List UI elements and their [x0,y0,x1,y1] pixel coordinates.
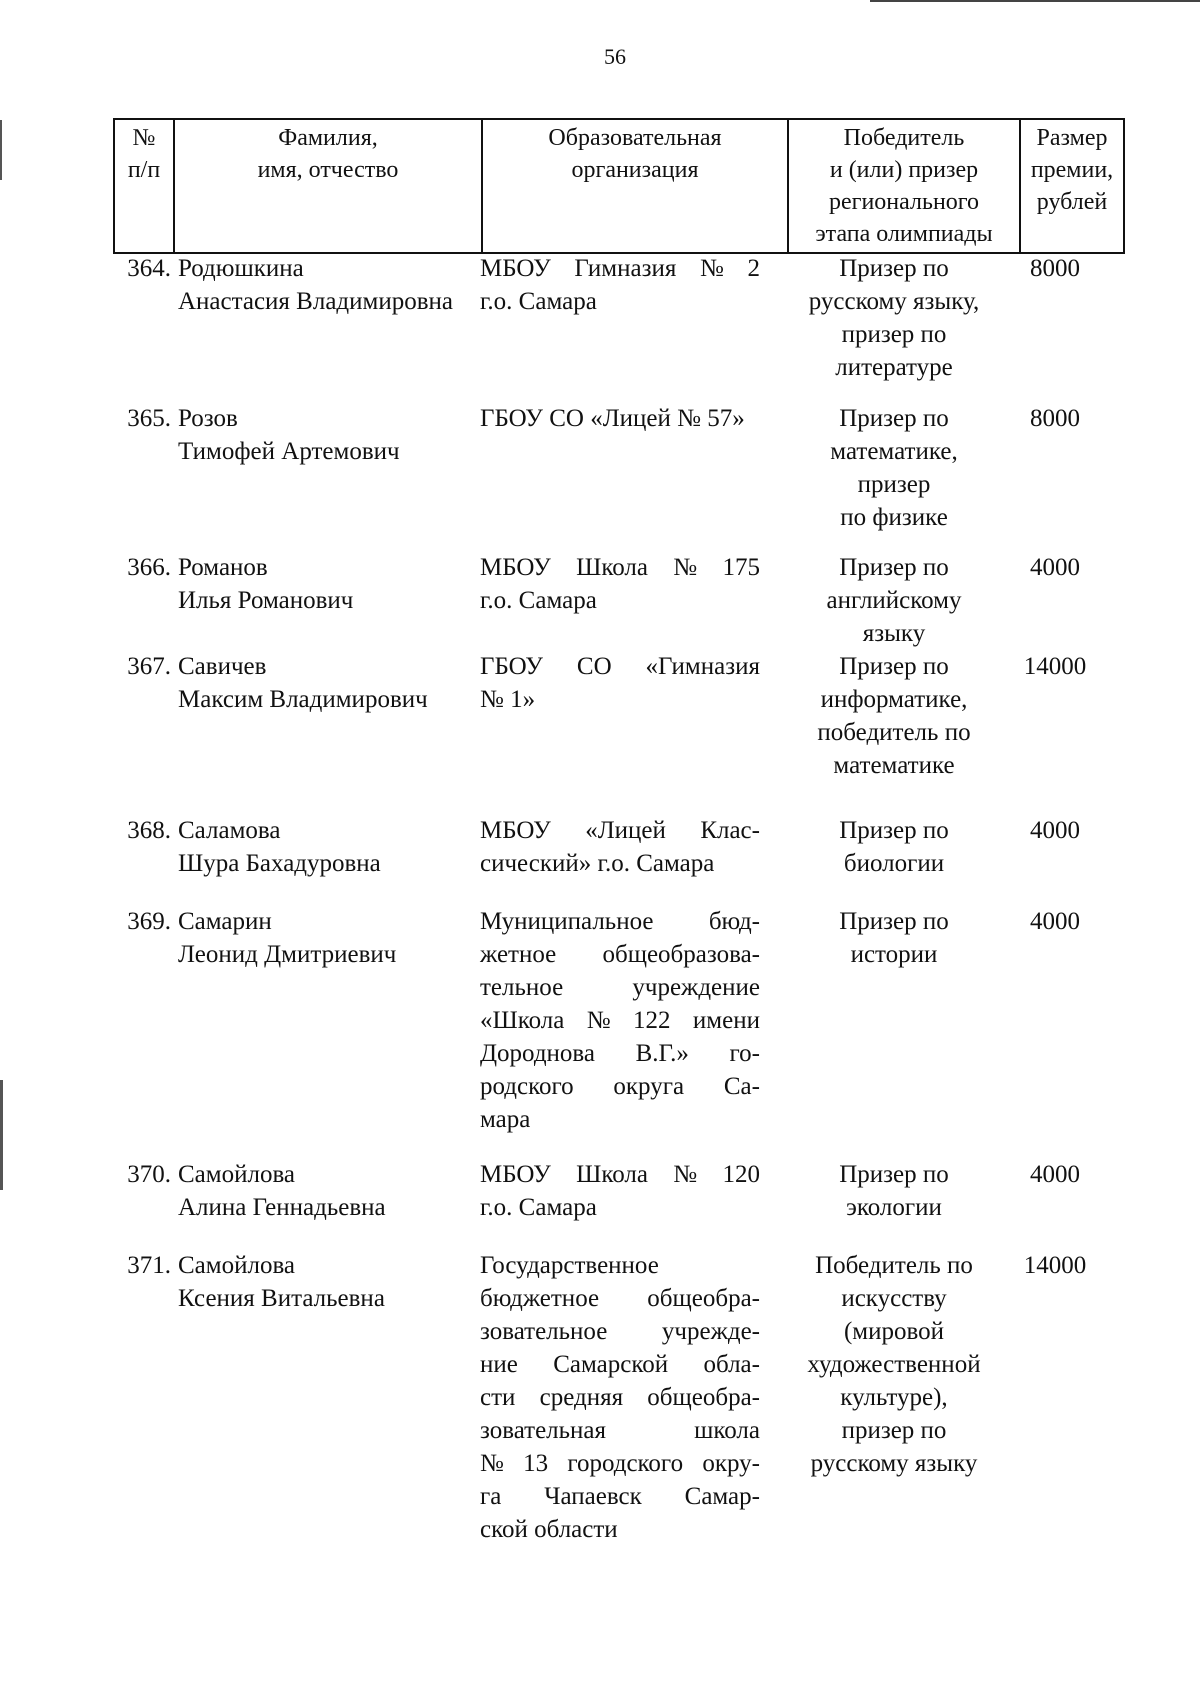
organization-line: зовательная школа [480,1417,760,1444]
row-number: 369. [127,908,171,935]
student-name [178,814,478,880]
organization [480,1249,760,1546]
student-name-line: Анастасия Владимировна [178,288,453,315]
olympiad-result-line: русскому языку, [808,288,980,315]
olympiad-result-line: Призер по [839,405,949,432]
student-name [178,252,478,318]
olympiad-result [780,402,1008,534]
header-organization: Образовательная организация [482,119,788,253]
page-number: 56 [604,44,626,69]
organization-line: МБОУ Школа № 175 [480,554,760,581]
organization [480,905,760,1136]
organization-line: г.о. Самара [480,288,597,315]
olympiad-result-line: призер по [841,1417,947,1444]
row-number: 368. [127,817,171,844]
prize-amount: 4000 [1030,908,1080,935]
olympiad-result-line: математике, [830,438,958,465]
prize-amount: 4000 [1030,1161,1080,1188]
organization-line: МБОУ Гимназия № 2 [480,255,760,282]
organization-line: жетное общеобразова- [480,941,760,968]
organization-line: МБОУ «Лицей Клас- [480,817,760,844]
olympiad-result-line: по физике [840,504,948,531]
organization-line: сический» г.о. Самара [480,850,715,877]
olympiad-result-line: призер [857,471,931,498]
student-name-line: Самойлова [178,1161,296,1188]
scan-left-edge [0,1080,3,1190]
header-name: Фамилия, имя, отчество [174,119,482,253]
student-name-line: Илья Романович [178,587,354,614]
student-name-line: Самарин [178,908,272,935]
organization-line: Муниципальное бюд- [480,908,760,935]
olympiad-result [780,814,1008,880]
organization-line: ГБОУ СО «Гимназия [480,653,760,680]
olympiad-result-line: биологии [843,850,945,877]
prize-amount: 8000 [1030,255,1080,282]
organization-line: Дороднова В.Г.» го- [480,1040,760,1067]
prize-amount: 14000 [1023,653,1087,680]
organization-line: сти средняя общеобра- [480,1384,760,1411]
organization-line: ГБОУ СО «Лицей № 57» [480,405,745,432]
organization-line: зовательное учрежде- [480,1318,760,1345]
olympiad-result-line: математике [833,752,955,779]
organization [480,402,760,435]
olympiad-result-line: Призер по [839,554,949,581]
organization-line: «Школа № 122 имени [480,1007,760,1034]
olympiad-result-line: Призер по [839,255,949,282]
row-number: 370. [127,1161,171,1188]
header-winner: Победитель и (или) призер регионального этапа олимпиады [788,119,1020,253]
olympiad-result-line: Призер по [839,817,949,844]
organization [480,1158,760,1224]
olympiad-result-line: Победитель по [815,1252,973,1279]
organization [480,551,760,617]
header-amount: Размер премии, рублей [1020,119,1124,253]
organization-line: га Чапаевск Самар- [480,1483,760,1510]
organization-line: тельное учреждение [480,974,760,1001]
olympiad-result-line: русскому языку [810,1450,978,1477]
olympiad-result [780,650,1008,782]
olympiad-result [780,905,1008,971]
prize-amount: 4000 [1030,554,1080,581]
organization-line: № 1» [480,686,536,713]
olympiad-result [780,551,1008,650]
student-name [178,551,478,617]
olympiad-result-line: информатике, [820,686,968,713]
student-name-line: Савичев [178,653,267,680]
student-name [178,650,478,716]
student-name-line: Розов [178,405,238,432]
organization-line: ние Самарской обла- [480,1351,760,1378]
olympiad-result [780,1158,1008,1224]
scan-left-edge [0,120,2,180]
prize-amount: 4000 [1030,817,1080,844]
olympiad-result-line: языку [862,620,926,647]
row-number: 367. [127,653,171,680]
student-name-line: Максим Владимирович [178,686,428,713]
olympiad-result-line: Призер по [839,1161,949,1188]
student-name [178,905,478,971]
prize-amount: 14000 [1023,1252,1087,1279]
scan-top-line [870,0,1200,2]
student-name-line: Самойлова [178,1252,296,1279]
olympiad-result-line: экологии [846,1194,942,1221]
organization-line: мара [480,1106,531,1133]
student-name-line: Леонид Дмитриевич [178,941,397,968]
olympiad-result-line: Призер по [839,908,949,935]
row-number: 365. [127,405,171,432]
student-name-line: Алина Геннадьевна [178,1194,386,1221]
student-name-line: Тимофей Артемович [178,438,400,465]
organization-line: ской области [480,1516,618,1543]
student-name-line: Родюшкина [178,255,304,282]
organization-line: бюджетное общеобра- [480,1285,760,1312]
olympiad-result-line: литературе [835,354,953,381]
student-name [178,1249,478,1315]
olympiad-result-line: победитель по [817,719,971,746]
student-name-line: Романов [178,554,268,581]
olympiad-result-line: художественной [807,1351,981,1378]
olympiad-result-line: искусству [841,1285,947,1312]
student-name-line: Шура Бахадуровна [178,850,381,877]
table-header [113,118,1125,254]
organization-line: Государственное [480,1252,659,1279]
olympiad-result [780,252,1008,384]
olympiad-result-line: культуре), [840,1384,948,1411]
olympiad-result-line: Призер по [839,653,949,680]
organization-line: № 13 городского окру- [480,1450,760,1477]
student-name-line: Ксения Витальевна [178,1285,385,1312]
olympiad-result-line: (мировой [843,1318,945,1345]
student-name [178,402,478,468]
prize-amount: 8000 [1030,405,1080,432]
header-num: № п/п [114,119,174,253]
organization-line: МБОУ Школа № 120 [480,1161,760,1188]
olympiad-result [780,1249,1008,1480]
olympiad-result-line: призер по [841,321,947,348]
organization [480,252,760,318]
organization [480,814,760,880]
row-number: 364. [127,255,171,282]
student-name-line: Саламова [178,817,281,844]
student-name [178,1158,478,1224]
organization-line: г.о. Самара [480,587,597,614]
organization-line: родского округа Са- [480,1073,760,1100]
olympiad-result-line: английскому [826,587,962,614]
organization-line: г.о. Самара [480,1194,597,1221]
row-number: 366. [127,554,171,581]
row-number: 371. [127,1252,171,1279]
organization [480,650,760,716]
olympiad-result-line: истории [850,941,938,968]
